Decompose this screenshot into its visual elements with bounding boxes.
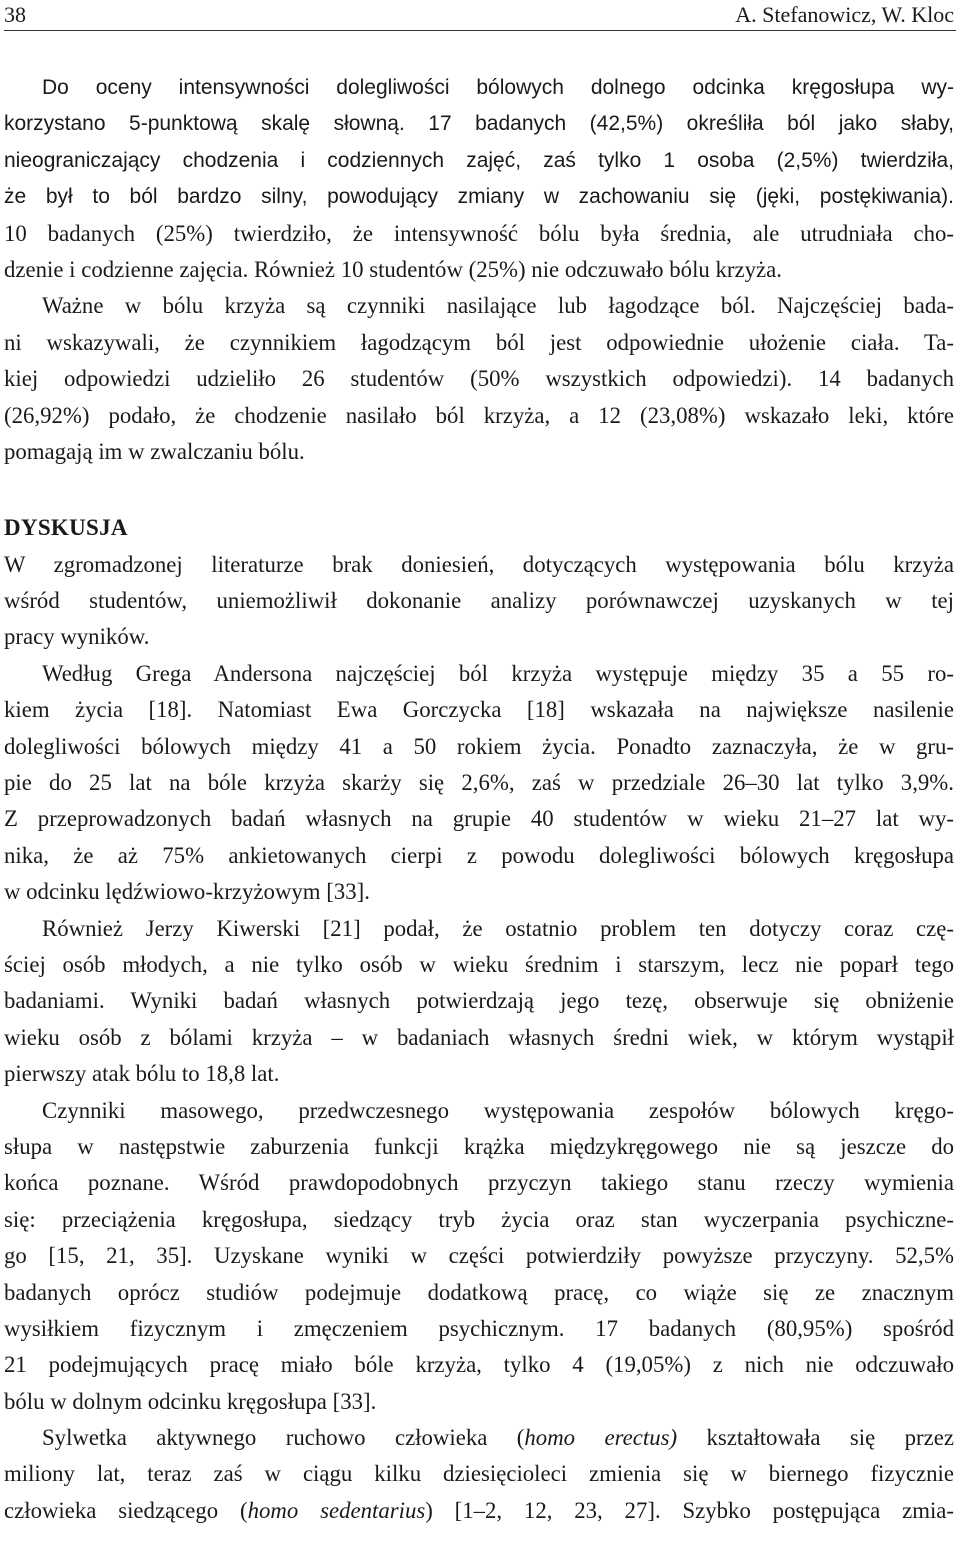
text-line: wśród studentów, uniemożliwił dokonanie analizy porównawczej uzyskanych w tej <box>4 588 954 614</box>
text-line: W zgromadzonej literaturze brak doniesień, dotyczących występowania bólu krzyża <box>4 551 954 577</box>
text-line: pie do 25 lat na bóle krzyża skarży się 2,6%, zaś w przedziale 26–30 lat tylko 3,9%. <box>4 770 954 796</box>
text-line: dzenie i codzienne zajęcia. Również 10 studentów (25%) nie odczuwało bólu krzyża. <box>4 256 782 282</box>
text-line: wysiłkiem fizycznym i zmęczeniem psychicznym. 17 badanych (80,95%) spośród <box>4 1315 954 1341</box>
section-heading: DYSKUSJA <box>4 515 128 541</box>
discussion-section <box>4 510 954 1529</box>
text-segment: Sylwetka aktywnego ruchowo człowieka ( <box>42 1425 525 1451</box>
text-line: miliony lat, teraz zaś w ciągu kilku dziesięcioleci zmienia się w biernego fizycznie <box>4 1461 954 1487</box>
latin-term: homo sedentarius <box>247 1497 426 1523</box>
text-line: że był to ból bardzo silny, powodujący zmiany w zachowaniu się (jęki, postękiwania). <box>4 185 954 209</box>
text-line: słupa w następstwie zaburzenia funkcji krążka międzykręgowego nie są jeszcze do <box>4 1133 954 1159</box>
text-line: korzystano 5-punktową skalę słowną. 17 badanych (42,5%) określiła ból jako słaby, <box>4 112 954 136</box>
text-line: Czynniki masowego, przedwczesnego występowania zespołów bólowych kręgo- <box>42 1097 954 1123</box>
text-line: wieku osób z bólami krzyża – w badaniach własnych średni wiek, w którym wystąpił <box>4 1024 954 1050</box>
text-line: ściej osób młodych, a nie tylko osób w wieku średnim i starszym, lecz nie poparł tego <box>4 951 954 977</box>
text-line: Do oceny intensywności dolegliwości bólowych dolnego odcinka kręgosłupa wy- <box>42 76 954 99</box>
text-line: badaniami. Wyniki badań własnych potwierdzają jego tezę, obserwuje się obniżenie <box>4 988 954 1014</box>
text-line: Ważne w bólu krzyża są czynniki nasilające lub łagodzące ból. Najczęściej bada- <box>42 293 954 319</box>
text-line: Również Jerzy Kiwerski [21] podał, że ostatnio problem ten dotyczy coraz czę- <box>42 915 954 941</box>
text-line: 21 podejmujących pracę miało bóle krzyża, tylko 4 (19,05%) z nich nie odczuwało <box>4 1352 954 1378</box>
text-line: nieograniczający chodzenia i codziennych zajęć, zaś tylko 1 osoba (2,5%) twierdziła, <box>4 148 954 172</box>
text-line: końca poznane. Wśród prawdopodobnych przyczyn takiego stanu rzeczy wymienia <box>4 1170 954 1196</box>
text-line: bólu w dolnym odcinku kręgosłupa [33]. <box>4 1388 377 1414</box>
text-segment: ) [1–2, 12, 23, 27]. Szybko postępująca zmia- <box>425 1497 954 1523</box>
text-segment: człowieka siedzącego ( <box>4 1497 248 1523</box>
text-line: pomagają im w zwalczaniu bólu. <box>4 438 305 464</box>
results-paragraph <box>4 70 954 470</box>
page-body <box>4 70 954 1529</box>
text-line: dolegliwości bólowych między 41 a 50 rokiem życia. Ponadto zaznaczyła, że w gru- <box>4 733 954 759</box>
text-line: pracy wyników. <box>4 624 150 650</box>
running-head-authors: A. Stefanowicz, W. Kloc <box>735 2 954 27</box>
text-line: Z przeprowadzonych badań własnych na grupie 40 studentów w wieku 21–27 lat wy- <box>4 806 954 832</box>
text-line: (26,92%) podało, że chodzenie nasilało ból krzyża, a 12 (23,08%) wskazało leki, które <box>4 402 954 428</box>
text-line: ni wskazywali, że czynnikiem łagodzącym ból jest odpowiednie ułożenie ciała. Ta- <box>4 329 954 355</box>
running-header <box>4 0 956 31</box>
text-line: badanych oprócz studiów podejmuje dodatkową pracę, co wiąże się ze znacznym <box>4 1279 954 1305</box>
text-line: w odcinku lędźwiowo-krzyżowym [33]. <box>4 879 370 905</box>
page-number: 38 <box>4 2 26 27</box>
text-line: nika, że aż 75% ankietowanych cierpi z powodu dolegliwości bólowych kręgosłupa <box>4 842 954 868</box>
text-line <box>4 1493 954 1529</box>
text-line: Według Grega Andersona najczęściej ból krzyża występuje między 35 a 55 ro- <box>42 660 954 686</box>
text-line: się: przeciążenia kręgosłupa, siedzący tryb życia oraz stan wyczerpania psychiczne- <box>4 1206 954 1232</box>
latin-term: homo erectus) <box>524 1425 678 1451</box>
text-line: 10 badanych (25%) twierdziło, że intensywność bólu była średnia, ale utrudniała cho- <box>4 220 954 246</box>
text-line <box>4 1420 954 1456</box>
text-segment: kształtowała się przez <box>677 1425 954 1451</box>
text-line: kiej odpowiedzi udzieliło 26 studentów (50% wszystkich odpowiedzi). 14 badanych <box>4 366 954 392</box>
text-line: pierwszy atak bólu to 18,8 lat. <box>4 1061 280 1087</box>
text-line: go [15, 21, 35]. Uzyskane wyniki w części potwierdziły powyższe przyczyny. 52,5% <box>4 1243 954 1269</box>
text-line: kiem życia [18]. Natomiast Ewa Gorczycka [18] wskazała na największe nasilenie <box>4 697 954 723</box>
